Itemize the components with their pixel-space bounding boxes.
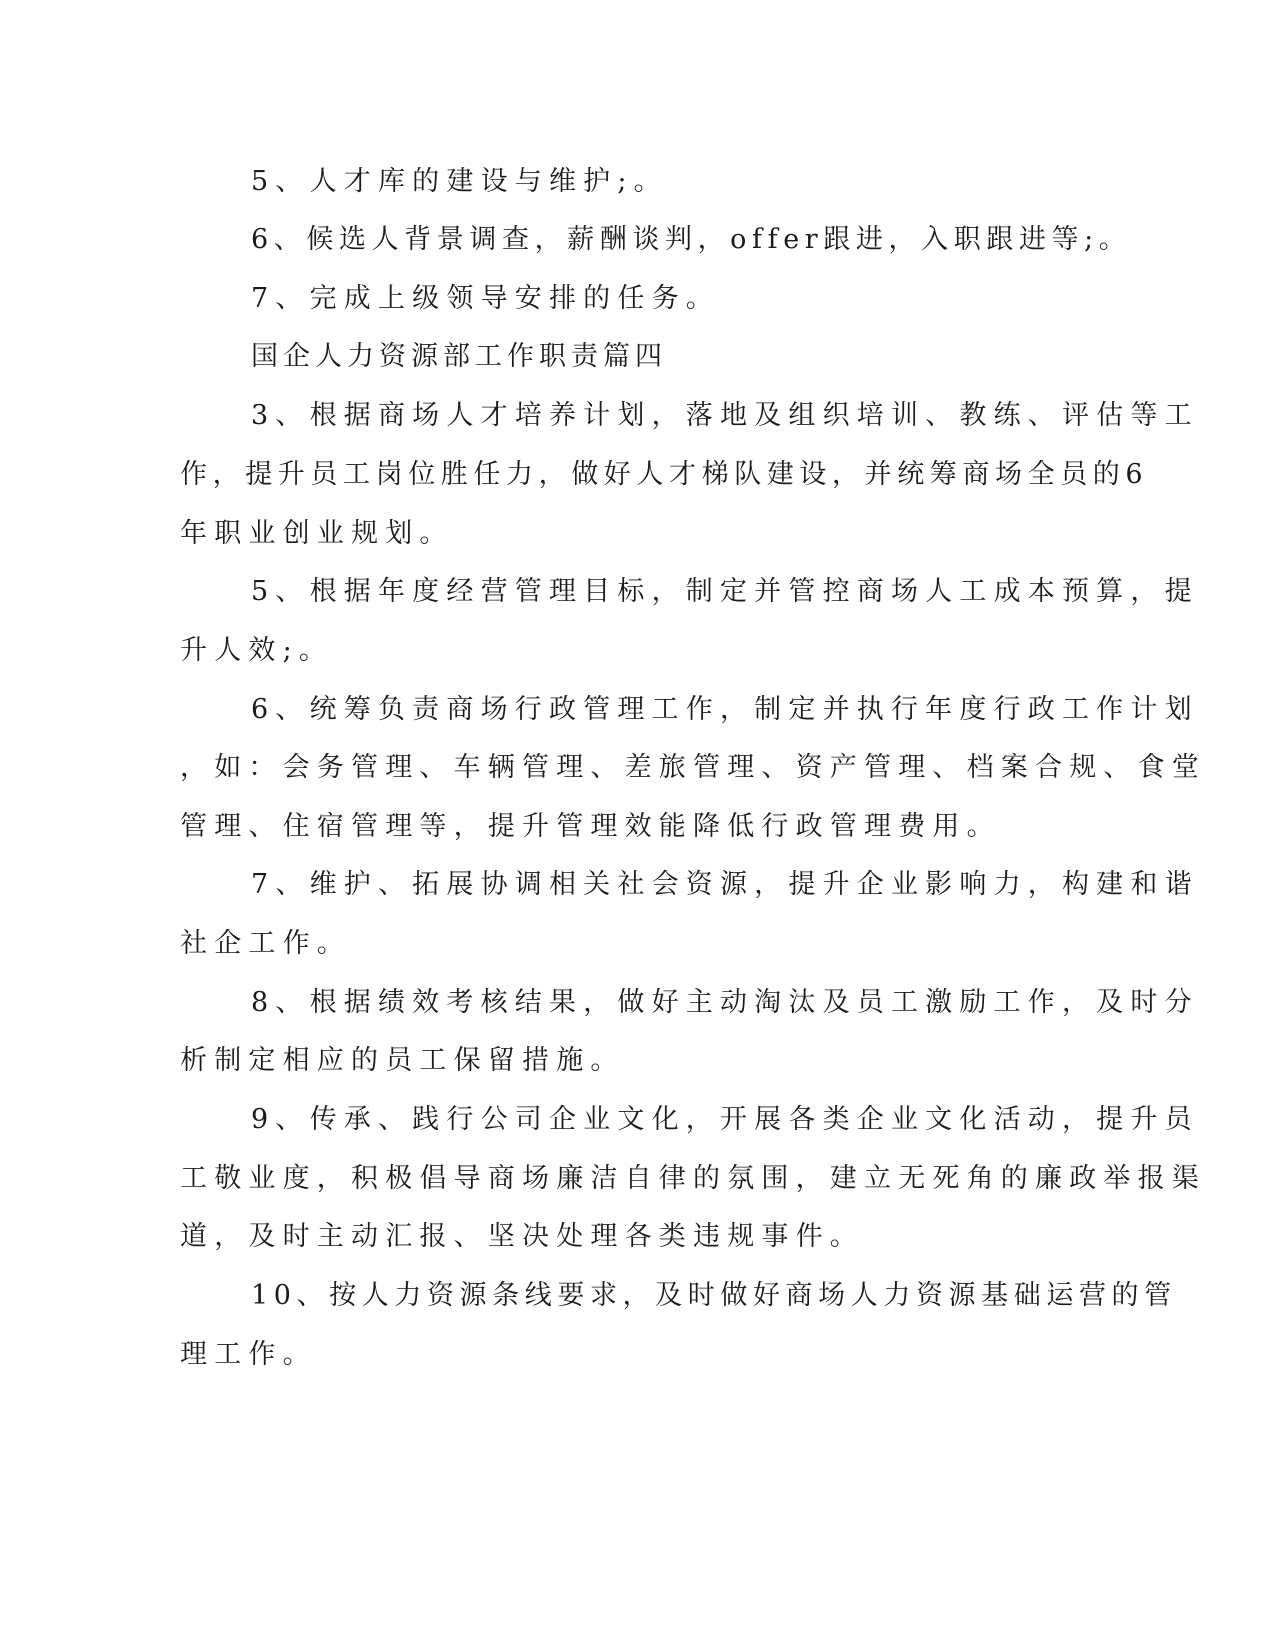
paragraph-line: 10、按人力资源条线要求，及时做好商场人力资源基础运营的管 xyxy=(251,1280,1177,1311)
paragraph-line: 作，提升员工岗位胜任力，做好人才梯队建设，并统筹商场全员的6 xyxy=(180,459,1149,490)
paragraph-line: 年职业创业规划。 xyxy=(180,518,454,549)
list-item-7: 7、完成上级领导安排的任务。 xyxy=(251,283,720,314)
paragraph-line: 道，及时主动汇报、坚决处理各类违规事件。 xyxy=(180,1221,864,1252)
paragraph-line: 工敬业度，积极倡导商场廉洁自律的氛围，建立无死角的廉政举报渠 xyxy=(180,1163,1206,1194)
paragraph-line: 6、统筹负责商场行政管理工作，制定并执行年度行政工作计划 xyxy=(251,694,1199,725)
section-heading: 国企人力资源部工作职责篇四 xyxy=(251,341,667,372)
paragraph-line: 8、根据绩效考核结果，做好主动淘汰及员工激励工作，及时分 xyxy=(251,987,1199,1018)
paragraph-line: 析制定相应的员工保留措施。 xyxy=(180,1045,625,1076)
paragraph-line: 管理、住宿管理等，提升管理效能降低行政管理费用。 xyxy=(180,811,1001,842)
paragraph-line: 3、根据商场人才培养计划，落地及组织培训、教练、评估等工 xyxy=(251,400,1199,431)
paragraph-line: 理工作。 xyxy=(180,1339,317,1370)
list-item-5: 5、人才库的建设与维护;。 xyxy=(251,166,668,197)
paragraph-line: ，如：会务管理、车辆管理、差旅管理、资产管理、档案合规、食堂 xyxy=(180,752,1206,783)
paragraph-line: 社企工作。 xyxy=(180,928,351,959)
paragraph-line: 9、传承、践行公司企业文化，开展各类企业文化活动，提升员 xyxy=(251,1104,1199,1135)
list-item-6: 6、候选人背景调查，薪酬谈判，offer跟进，入职跟进等;。 xyxy=(251,224,1132,255)
paragraph-line: 7、维护、拓展协调相关社会资源，提升企业影响力，构建和谐 xyxy=(251,869,1199,900)
paragraph-line: 5、根据年度经营管理目标，制定并管控商场人工成本预算，提 xyxy=(251,576,1199,607)
paragraph-line: 升人效;。 xyxy=(180,635,334,666)
